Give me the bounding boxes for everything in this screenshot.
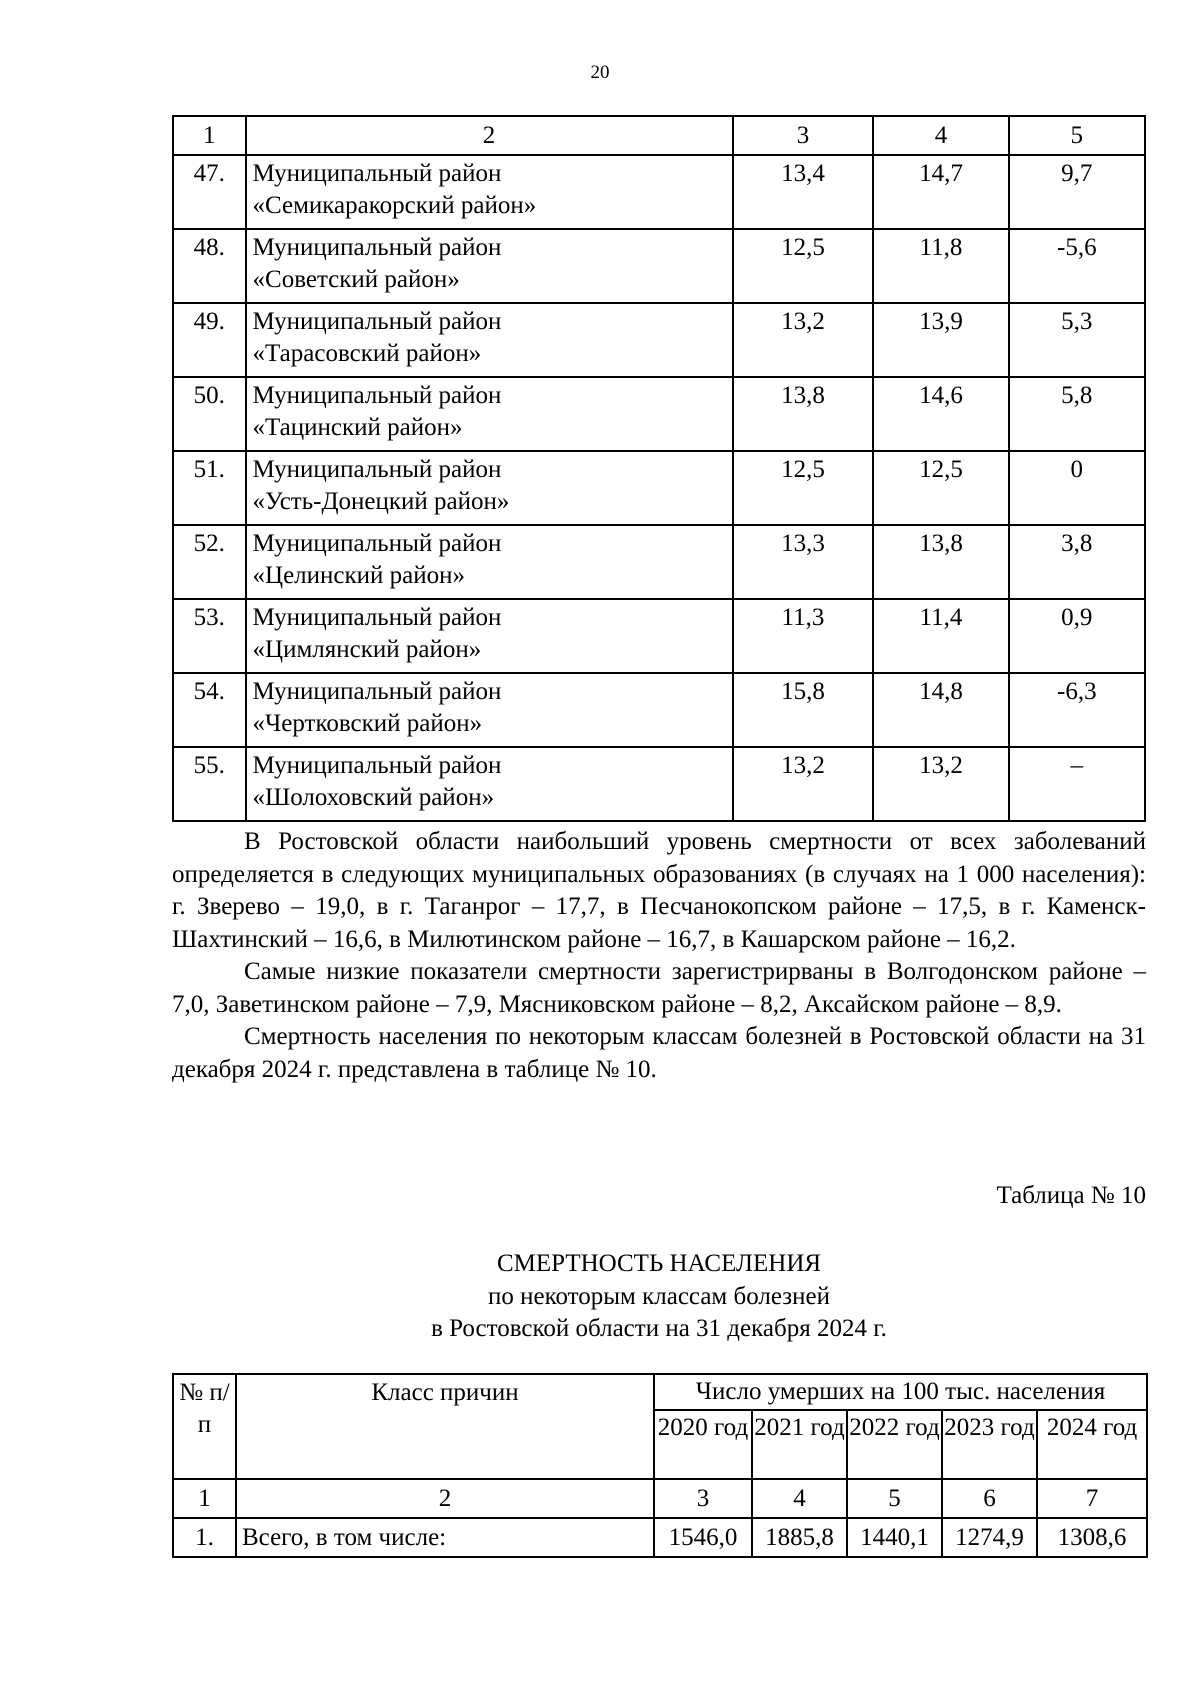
- district-name: «Целинский район»: [252, 562, 466, 589]
- column-index-row: [173, 1479, 1147, 1518]
- table-header-row: [173, 1374, 1147, 1410]
- year-header: 2021 год: [752, 1410, 847, 1479]
- row-number: 49.: [173, 303, 246, 377]
- header-cell: 1: [173, 116, 246, 155]
- value-cell: -5,6: [1009, 229, 1145, 303]
- district-name: «Советский район»: [252, 266, 460, 293]
- index-cell: 6: [942, 1479, 1037, 1518]
- value-cell: 11,3: [733, 599, 874, 673]
- district-name-cell: [246, 303, 733, 377]
- row-number: 52.: [173, 525, 246, 599]
- district-name: «Чертковский район»: [252, 710, 483, 737]
- district-name: «Шолоховский район»: [252, 784, 495, 811]
- value-cell: 1885,8: [752, 1518, 847, 1557]
- value-cell: 15,8: [733, 673, 874, 747]
- table-title: [172, 1248, 1146, 1346]
- district-name-cell: [246, 451, 733, 525]
- row-number: 54.: [173, 673, 246, 747]
- district-name-cell: [246, 525, 733, 599]
- value-cell: 13,2: [733, 747, 874, 821]
- paragraph: Смертность населения по некоторым классам болезней в Ростовской области на 31 декабря 2024 г. представлена в таблице № 10.: [172, 1023, 1146, 1083]
- year-header: 2020 год: [654, 1410, 752, 1479]
- district-type: Муниципальный район: [252, 530, 502, 557]
- header-cell: 5: [1009, 116, 1145, 155]
- value-cell: 1440,1: [847, 1518, 942, 1557]
- row-number: 48.: [173, 229, 246, 303]
- value-cell: 13,8: [733, 377, 874, 451]
- table-row: [173, 303, 1145, 377]
- district-name-cell: [246, 599, 733, 673]
- value-cell: 11,8: [873, 229, 1008, 303]
- row-number: 51.: [173, 451, 246, 525]
- value-cell: –: [1009, 747, 1145, 821]
- value-cell: 1546,0: [654, 1518, 752, 1557]
- value-cell: 12,5: [873, 451, 1008, 525]
- table-title-line: по некоторым классам болезней: [488, 1282, 830, 1310]
- paragraph: В Ростовской области наибольший уровень смертности от всех заболеваний определяется в следующих муниципальных образованиях (в случаях на 1 000 населения): г. Зверево – 19,0, в г. Таганрог – 17,7, в Песчанокопском районе – 17,5, в г. Каменск-Шахтинский – 16,6, в Милютинском районе – 16,7, в Кашарском районе – 16,2.: [172, 828, 1146, 953]
- value-cell: 3,8: [1009, 525, 1145, 599]
- cause-cell: Всего, в том числе:: [236, 1518, 654, 1557]
- value-cell: 1308,6: [1037, 1518, 1147, 1557]
- table-row: [173, 747, 1145, 821]
- district-name: «Семикаракорский район»: [252, 192, 537, 219]
- year-header: 2023 год: [942, 1410, 1037, 1479]
- row-number: 50.: [173, 377, 246, 451]
- district-name: «Тарасовский район»: [252, 340, 482, 367]
- index-cell: 1: [173, 1479, 236, 1518]
- value-cell: 12,5: [733, 229, 874, 303]
- district-name-cell: [246, 377, 733, 451]
- value-cell: 0: [1009, 451, 1145, 525]
- value-cell: 13,3: [733, 525, 874, 599]
- districts-mortality-table: [172, 115, 1146, 822]
- value-cell: 14,8: [873, 673, 1008, 747]
- district-type: Муниципальный район: [252, 308, 502, 335]
- value-cell: 11,4: [873, 599, 1008, 673]
- header-cell: 4: [873, 116, 1008, 155]
- index-cell: 7: [1037, 1479, 1147, 1518]
- value-cell: 9,7: [1009, 155, 1145, 229]
- value-cell: 12,5: [733, 451, 874, 525]
- district-type: Муниципальный район: [252, 160, 502, 187]
- value-cell: 14,7: [873, 155, 1008, 229]
- table-title-line: СМЕРТНОСТЬ НАСЕЛЕНИЯ: [496, 1250, 822, 1277]
- year-header: 2024 год: [1037, 1410, 1147, 1479]
- district-name: «Цимлянский район»: [252, 636, 482, 663]
- index-cell: 5: [847, 1479, 942, 1518]
- cause-column-header: Класс причин: [236, 1374, 654, 1479]
- row-number: 47.: [173, 155, 246, 229]
- page-number: 20: [590, 62, 610, 83]
- body-text: [172, 826, 1146, 1086]
- index-cell: 3: [654, 1479, 752, 1518]
- table-row: [173, 377, 1145, 451]
- index-cell: 4: [752, 1479, 847, 1518]
- value-cell: 1274,9: [942, 1518, 1037, 1557]
- value-cell: 13,9: [873, 303, 1008, 377]
- district-name-cell: [246, 155, 733, 229]
- value-cell: 13,2: [733, 303, 874, 377]
- value-cell: -6,3: [1009, 673, 1145, 747]
- district-type: Муниципальный район: [252, 234, 502, 261]
- table-header-row: [173, 116, 1145, 155]
- district-type: Муниципальный район: [252, 382, 502, 409]
- district-name-cell: [246, 747, 733, 821]
- table-row: [173, 673, 1145, 747]
- index-cell: 2: [236, 1479, 654, 1518]
- number-column-header: № п/п: [173, 1374, 236, 1479]
- district-name-cell: [246, 229, 733, 303]
- deaths-group-header: Число умерших на 100 тыс. населения: [654, 1374, 1147, 1410]
- value-cell: 5,8: [1009, 377, 1145, 451]
- paragraph: Самые низкие показатели смертности зарегистрирваны в Волгодонском районе – 7,0, Заветинском районе – 7,9, Мясниковском районе – 8,2, Аксайском районе – 8,9.: [172, 958, 1146, 1018]
- district-name-cell: [246, 673, 733, 747]
- district-type: Муниципальный район: [252, 604, 502, 631]
- table-row: [173, 599, 1145, 673]
- value-cell: 5,3: [1009, 303, 1145, 377]
- value-cell: 13,8: [873, 525, 1008, 599]
- value-cell: 13,2: [873, 747, 1008, 821]
- district-name: «Тацинский район»: [252, 414, 463, 441]
- district-type: Муниципальный район: [252, 456, 502, 483]
- table-title-line: в Ростовской области на 31 декабря 2024 г.: [431, 1315, 887, 1342]
- value-cell: 14,6: [873, 377, 1008, 451]
- value-cell: 13,4: [733, 155, 874, 229]
- table-row: [173, 155, 1145, 229]
- district-name: «Усть-Донецкий район»: [252, 488, 510, 515]
- header-cell: 2: [246, 116, 733, 155]
- row-number: 53.: [173, 599, 246, 673]
- row-number: 55.: [173, 747, 246, 821]
- table-row: [173, 1518, 1147, 1557]
- mortality-by-cause-table: [172, 1373, 1148, 1558]
- district-type: Муниципальный район: [252, 678, 502, 705]
- table-label: Таблица № 10: [996, 1182, 1146, 1209]
- row-number: 1.: [173, 1518, 236, 1557]
- table-row: [173, 229, 1145, 303]
- header-cell: 3: [733, 116, 874, 155]
- value-cell: 0,9: [1009, 599, 1145, 673]
- table-row: [173, 451, 1145, 525]
- district-type: Муниципальный район: [252, 752, 502, 779]
- table-row: [173, 525, 1145, 599]
- year-header: 2022 год: [847, 1410, 942, 1479]
